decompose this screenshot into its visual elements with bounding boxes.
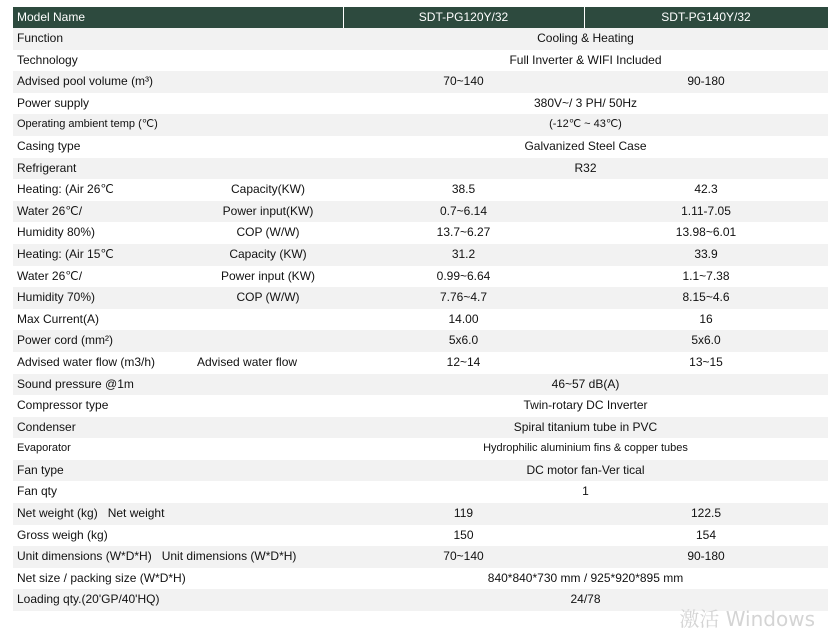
row-unit-dimensions xyxy=(13,546,828,568)
row-value: 380V~/ 3 PH/ 50Hz xyxy=(343,93,828,115)
model-a-value: 0.7~6.14 xyxy=(343,201,584,223)
row-label: Casing type xyxy=(13,136,343,158)
row-label: Power cord (mm²) xyxy=(13,330,343,352)
model-a-value: 31.2 xyxy=(343,244,584,266)
model-b-value: 16 xyxy=(584,309,828,331)
model-b-value: 90-180 xyxy=(584,546,828,568)
model-b-value: 42.3 xyxy=(584,179,828,201)
row-condenser xyxy=(13,417,828,439)
row-fan-type xyxy=(13,460,828,482)
row-power-supply xyxy=(13,93,828,115)
row-label xyxy=(13,503,343,525)
row-net-weight xyxy=(13,503,828,525)
model-name-header: Model Name xyxy=(13,7,343,28)
model-a-value: 7.76~4.7 xyxy=(343,287,584,309)
row-label: Loading qty.(20'GP/40'HQ) xyxy=(13,589,343,611)
row-label: Gross weigh (kg) xyxy=(13,525,343,547)
model-b-value: 33.9 xyxy=(584,244,828,266)
row-label: Condenser xyxy=(13,417,343,439)
row-heating26-power xyxy=(13,201,828,223)
row-sublabel: Net weight xyxy=(108,506,165,520)
row-heating26-capacity xyxy=(13,179,828,201)
row-label: Sound pressure @1m xyxy=(13,374,343,396)
row-value: 1 xyxy=(343,481,828,503)
row-value: Hydrophilic aluminium fins & copper tubes xyxy=(343,438,828,460)
row-label: Advised pool volume (m³) xyxy=(13,71,343,93)
row-label: Compressor type xyxy=(13,395,343,417)
row-label: Power supply xyxy=(13,93,343,115)
row-label: Function xyxy=(13,28,343,50)
row-gross-weight xyxy=(13,525,828,547)
row-value: Spiral titanium tube in PVC xyxy=(343,417,828,439)
row-heating15-capacity xyxy=(13,244,828,266)
model-a-value: 13.7~6.27 xyxy=(343,222,584,244)
row-label: Heating: (Air 26℃ xyxy=(13,179,193,201)
row-label: Humidity 70%) xyxy=(13,287,193,309)
model-b-value: 5x6.0 xyxy=(584,330,828,352)
row-sublabel: COP (W/W) xyxy=(193,222,343,244)
row-sublabel: Capacity(KW) xyxy=(193,179,343,201)
row-fan-qty xyxy=(13,481,828,503)
model-a-value: 150 xyxy=(343,525,584,547)
model-b-value: 90-180 xyxy=(584,71,828,93)
row-water-flow xyxy=(13,352,828,374)
model-b-header: SDT-PG140Y/32 xyxy=(584,7,828,28)
row-label: Humidity 80%) xyxy=(13,222,193,244)
header-row xyxy=(13,7,828,28)
model-a-header: SDT-PG120Y/32 xyxy=(343,7,584,28)
model-b-value: 1.11-7.05 xyxy=(584,201,828,223)
model-a-value: 12~14 xyxy=(343,352,584,374)
row-heating26-cop xyxy=(13,222,828,244)
model-a-value: 70~140 xyxy=(343,71,584,93)
row-value: R32 xyxy=(343,158,828,180)
model-a-value: 0.99~6.64 xyxy=(343,266,584,288)
row-value: DC motor fan-Ver tical xyxy=(343,460,828,482)
row-pool-volume xyxy=(13,71,828,93)
row-compressor xyxy=(13,395,828,417)
spec-table xyxy=(13,7,829,611)
row-function xyxy=(13,28,828,50)
model-b-value: 122.5 xyxy=(584,503,828,525)
row-label: Fan qty xyxy=(13,481,343,503)
row-casing xyxy=(13,136,828,158)
row-label-main: Unit dimensions (W*D*H) xyxy=(17,549,152,563)
model-b-value: 154 xyxy=(584,525,828,547)
row-evaporator xyxy=(13,438,828,460)
row-sublabel: Capacity (KW) xyxy=(193,244,343,266)
row-label: Advised water flow (m3/h) xyxy=(13,352,193,374)
row-label-main: Net weight (kg) xyxy=(17,506,98,520)
row-sound xyxy=(13,374,828,396)
row-value: (-12℃ ~ 43℃) xyxy=(343,114,828,136)
row-sublabel: Unit dimensions (W*D*H) xyxy=(162,549,297,563)
row-label: Operating ambient temp (℃) xyxy=(13,114,343,136)
row-ambient-temp xyxy=(13,114,828,136)
row-value: 46~57 dB(A) xyxy=(343,374,828,396)
row-label xyxy=(13,546,343,568)
model-b-value: 8.15~4.6 xyxy=(584,287,828,309)
row-value: Galvanized Steel Case xyxy=(343,136,828,158)
row-sublabel: Power input (KW) xyxy=(193,266,343,288)
row-label: Water 26℃/ xyxy=(13,201,193,223)
row-heating15-cop xyxy=(13,287,828,309)
row-value: Full Inverter & WIFI Included xyxy=(343,50,828,72)
row-sublabel: Advised water flow xyxy=(193,352,343,374)
model-b-value: 13.98~6.01 xyxy=(584,222,828,244)
row-net-size xyxy=(13,568,828,590)
row-heating15-power xyxy=(13,266,828,288)
model-a-value: 119 xyxy=(343,503,584,525)
row-sublabel: COP (W/W) xyxy=(193,287,343,309)
row-power-cord xyxy=(13,330,828,352)
watermark: 激活 Windows xyxy=(679,603,815,632)
model-a-value: 38.5 xyxy=(343,179,584,201)
model-a-value: 70~140 xyxy=(343,546,584,568)
model-a-value: 14.00 xyxy=(343,309,584,331)
row-label: Max Current(A) xyxy=(13,309,343,331)
model-a-value: 5x6.0 xyxy=(343,330,584,352)
row-label: Water 26℃/ xyxy=(13,266,193,288)
row-label: Heating: (Air 15℃ xyxy=(13,244,193,266)
row-label: Refrigerant xyxy=(13,158,343,180)
row-sublabel: Power input(KW) xyxy=(193,201,343,223)
row-value: Cooling & Heating xyxy=(343,28,828,50)
row-value: Twin-rotary DC Inverter xyxy=(343,395,828,417)
row-label: Net size / packing size (W*D*H) xyxy=(13,568,343,590)
row-value: 840*840*730 mm / 925*920*895 mm xyxy=(343,568,828,590)
row-max-current xyxy=(13,309,828,331)
row-refrigerant xyxy=(13,158,828,180)
row-label: Evaporator xyxy=(13,438,343,460)
row-value: 24/78 xyxy=(343,589,828,611)
row-technology xyxy=(13,50,828,72)
row-label: Fan type xyxy=(13,460,343,482)
model-b-value: 1.1~7.38 xyxy=(584,266,828,288)
row-label: Technology xyxy=(13,50,343,72)
model-b-value: 13~15 xyxy=(584,352,828,374)
